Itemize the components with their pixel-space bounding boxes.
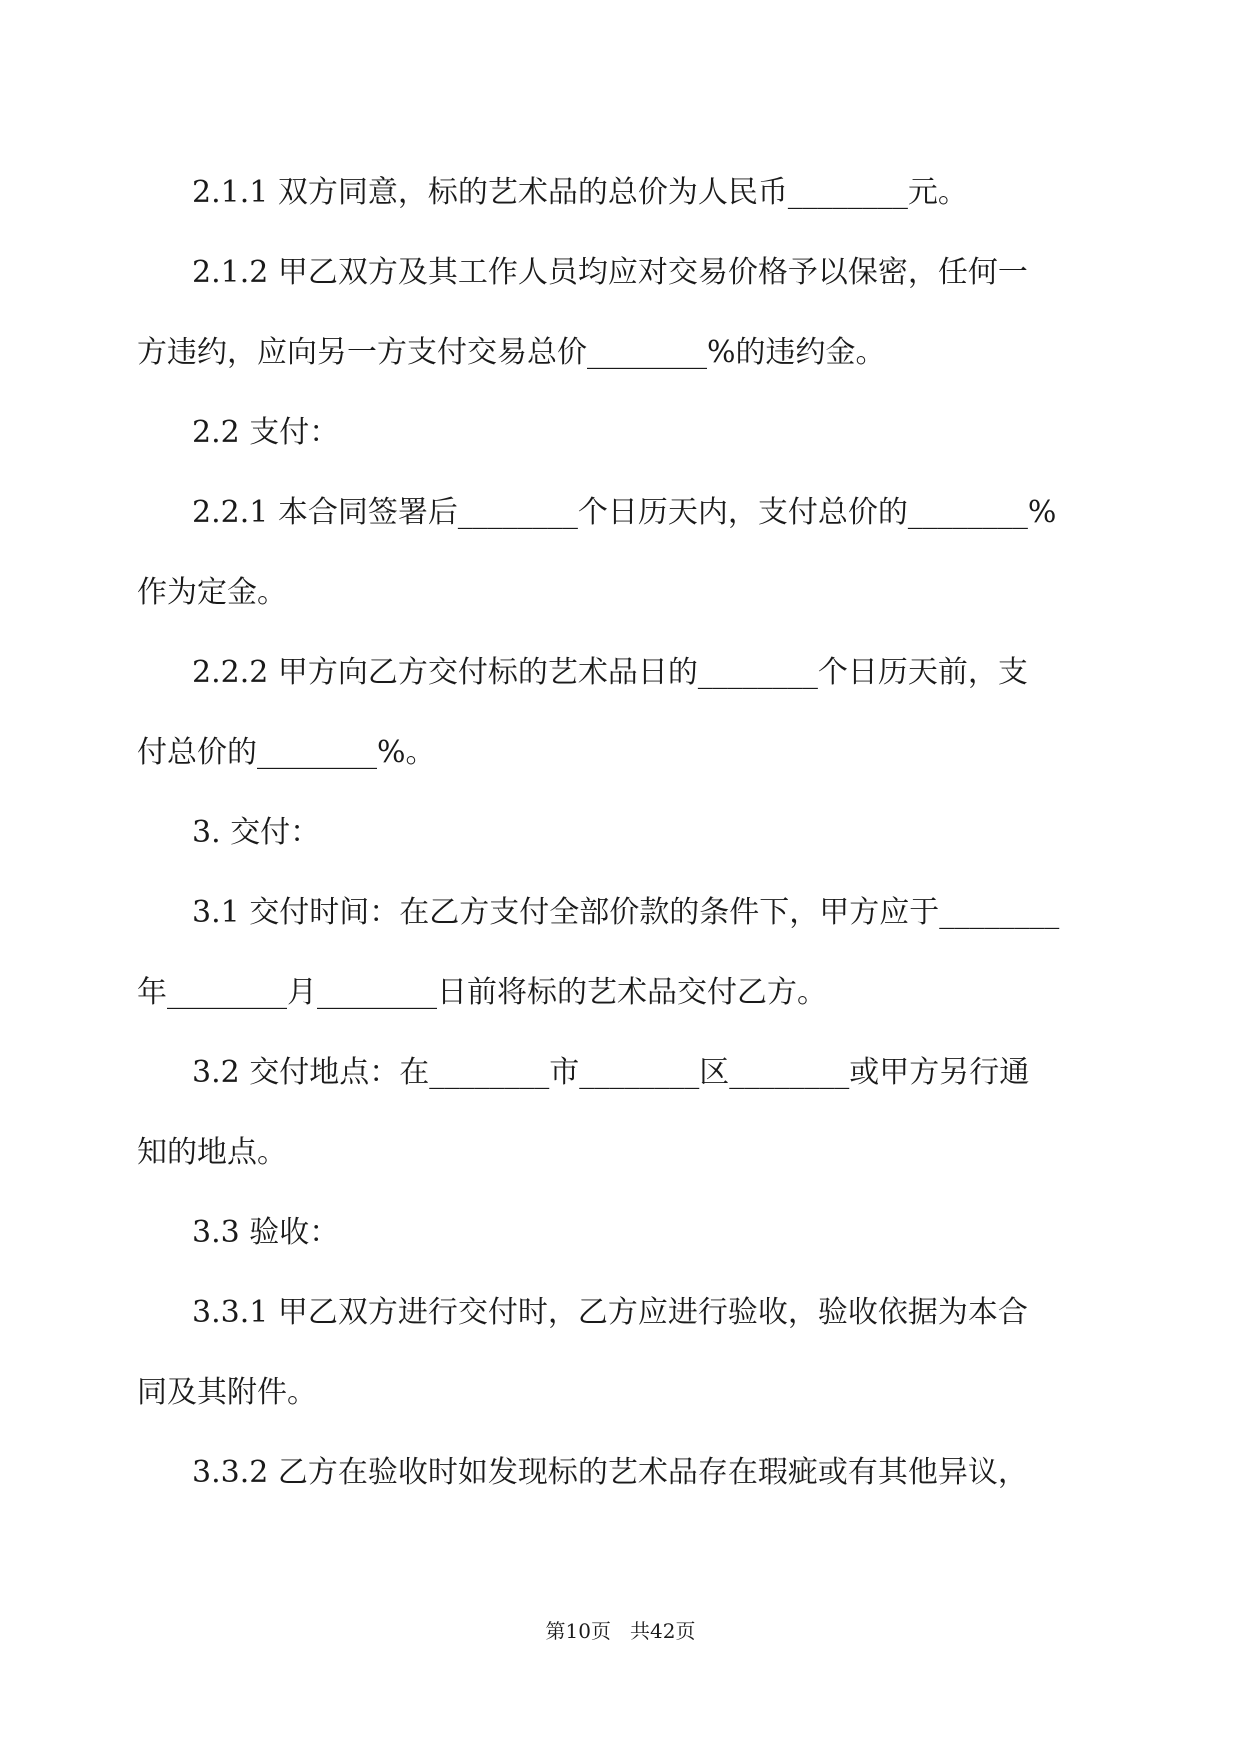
text-line: 知的地点。 (137, 1135, 287, 1170)
text-line: 2.2.2 甲方向乙方交付标的艺术品日的________个日历天前，支 (192, 655, 1028, 690)
text-line: 2.1.1 双方同意，标的艺术品的总价为人民币________元。 (192, 175, 968, 210)
text-line: 作为定金。 (137, 575, 287, 610)
text-line: 方违约，应向另一方支付交易总价________%的违约金。 (137, 335, 886, 370)
text-line: 2.2.1 本合同签署后________个日历天内，支付总价的________% (192, 495, 1057, 530)
text-line: 3.2 交付地点：在________市________区________或甲方另行通 (192, 1055, 1030, 1090)
text-line: 3.3.1 甲乙双方进行交付时，乙方应进行验收，验收依据为本合 (192, 1295, 1028, 1330)
text-line: 2.1.2 甲乙双方及其工作人员均应对交易价格予以保密，任何一 (192, 255, 1028, 290)
text-line: 年________月________日前将标的艺术品交付乙方。 (137, 975, 827, 1010)
section-heading: 3. 交付： (192, 815, 321, 850)
section-heading: 3.3 验收： (192, 1215, 340, 1250)
text-line: 同及其附件。 (137, 1375, 317, 1410)
text-line: 3.1 交付时间：在乙方支付全部价款的条件下，甲方应于________ (192, 895, 1060, 930)
page-number-footer: 第10页 共42页 (545, 1619, 696, 1643)
section-heading: 2.2 支付： (192, 415, 340, 450)
text-line: 付总价的________%。 (137, 735, 436, 770)
text-line: 3.3.2 乙方在验收时如发现标的艺术品存在瑕疵或有其他异议， (192, 1455, 1028, 1490)
